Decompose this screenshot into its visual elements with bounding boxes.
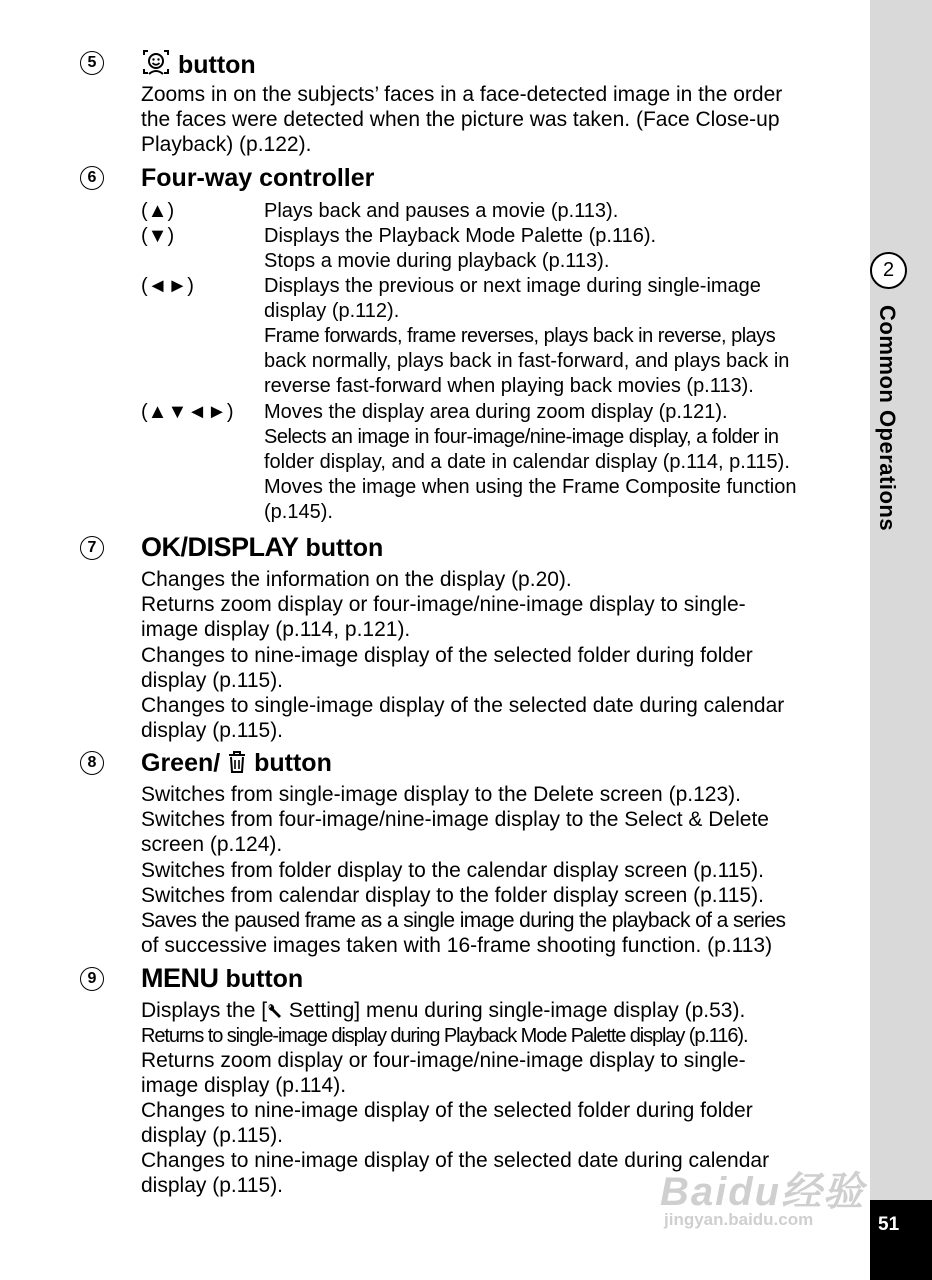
section-7-line-2: Returns zoom display or four-image/nine-image display to single- <box>141 593 746 616</box>
section-9-line-1-start: Displays the [ <box>141 999 268 1022</box>
key-down-desc-2: Stops a movie during playback (p.113). <box>264 250 610 272</box>
section-8-line-7: of successive images taken with 16-frame shooting function. (p.113) <box>141 934 773 957</box>
section-9-line-3: Returns zoom display or four-image/nine-image display to single- <box>141 1049 746 1072</box>
page-number: 51 <box>878 1214 900 1235</box>
section-7-line-3: image display (p.114, p.121). <box>141 618 411 641</box>
watermark <box>660 1160 870 1240</box>
key-all-desc-4: Moves the image when using the Frame Composite function <box>264 476 797 498</box>
section-9-line-8: display (p.115). <box>141 1174 284 1197</box>
section-8-line-5: Switches from calendar display to the folder display screen (p.115). <box>141 884 764 907</box>
key-left-right-desc-1: Displays the previous or next image during single-image <box>264 275 761 297</box>
section-8-title-suffix: button <box>254 749 332 777</box>
section-7-line-4: Changes to nine-image display of the selected folder during folder <box>141 644 753 667</box>
key-all-desc-5: (p.145). <box>264 501 333 523</box>
chapter-number: 2 <box>870 252 907 289</box>
section-7-line-6: Changes to single-image display of the selected date during calendar <box>141 694 785 717</box>
section-9-heading <box>141 963 303 994</box>
key-left-right-desc-5: reverse fast-forward when playing back movies (p.113). <box>264 375 754 397</box>
key-all-desc-1: Moves the display area during zoom display (p.121). <box>264 401 728 423</box>
section-9-title-main: MENU <box>141 963 219 993</box>
section-number-5: 5 <box>80 51 104 75</box>
section-6-title: Four-way controller <box>141 164 375 192</box>
section-5-title: button <box>177 51 256 79</box>
section-number-9: 9 <box>80 967 104 991</box>
section-7-title-main: OK/DISPLAY <box>141 532 299 562</box>
key-left-right: (◄►) <box>141 275 194 297</box>
section-9-line-5: Changes to nine-image display of the selected folder during folder <box>141 1099 753 1122</box>
page-number-box <box>870 1200 932 1280</box>
section-number-6: 6 <box>80 166 104 190</box>
section-9-title-suffix: button <box>225 965 304 993</box>
section-9-line-7: Changes to nine-image display of the selected date during calendar <box>141 1149 770 1172</box>
key-down-desc-1: Displays the Playback Mode Palette (p.116). <box>264 225 657 247</box>
section-number-8: 8 <box>80 751 104 775</box>
key-up-desc-1: Plays back and pauses a movie (p.113). <box>264 200 619 222</box>
section-9-line-1-end: Setting] menu during single-image display (p.53). <box>283 999 746 1022</box>
trash-icon <box>227 750 247 774</box>
chapter-title: Common Operations <box>875 305 900 532</box>
section-8-title-main: Green/ <box>141 749 221 777</box>
key-all-desc-2: Selects an image in four-image/nine-image display, a folder in <box>264 426 779 448</box>
key-left-right-desc-3: Frame forwards, frame reverses, plays back in reverse, plays <box>264 325 776 347</box>
key-up: (▲) <box>141 200 175 222</box>
section-8-heading <box>141 749 332 778</box>
key-left-right-desc-4: back normally, plays back in fast-forward, and plays back in <box>264 350 790 372</box>
section-7-line-5: display (p.115). <box>141 669 284 692</box>
section-8-line-3: screen (p.124). <box>141 833 283 856</box>
watermark-logo: Baidu经验 <box>660 1170 866 1214</box>
section-9-line-6: display (p.115). <box>141 1124 284 1147</box>
section-7-line-1: Changes the information on the display (p.20). <box>141 568 572 591</box>
section-number-7: 7 <box>80 536 104 560</box>
section-8-line-6: Saves the paused frame as a single image during the playback of a series <box>141 909 786 932</box>
section-7-title-suffix: button <box>305 534 384 562</box>
section-7-heading <box>141 532 383 563</box>
section-8-line-4: Switches from folder display to the calendar display screen (p.115). <box>141 859 764 882</box>
section-5-line-2: the faces were detected when the picture was taken. (Face Close-up <box>141 108 780 131</box>
watermark-url: jingyan.baidu.com <box>664 1210 814 1229</box>
section-8-line-2: Switches from four-image/nine-image display to the Select & Delete <box>141 808 769 831</box>
chapter-side-tab <box>870 0 932 1280</box>
section-5-line-1: Zooms in on the subjects’ faces in a face-detected image in the order <box>141 83 783 106</box>
key-all-desc-3: folder display, and a date in calendar display (p.114, p.115). <box>264 451 790 473</box>
key-all-directions: (▲▼◄►) <box>141 401 234 423</box>
section-5-line-3: Playback) (p.122). <box>141 133 312 156</box>
section-8-line-1: Switches from single-image display to the Delete screen (p.123). <box>141 783 741 806</box>
face-zoom-icon <box>141 48 171 76</box>
key-down: (▼) <box>141 225 175 247</box>
section-7-line-7: display (p.115). <box>141 719 284 742</box>
wrench-icon <box>267 1002 283 1020</box>
section-9-line-2: Returns to single-image display during Playback Mode Palette display (p.116). <box>141 1025 748 1047</box>
key-left-right-desc-2: display (p.112). <box>264 300 400 322</box>
section-9-line-1 <box>141 998 745 1023</box>
section-5-heading <box>141 48 256 80</box>
section-9-line-4: image display (p.114). <box>141 1074 347 1097</box>
